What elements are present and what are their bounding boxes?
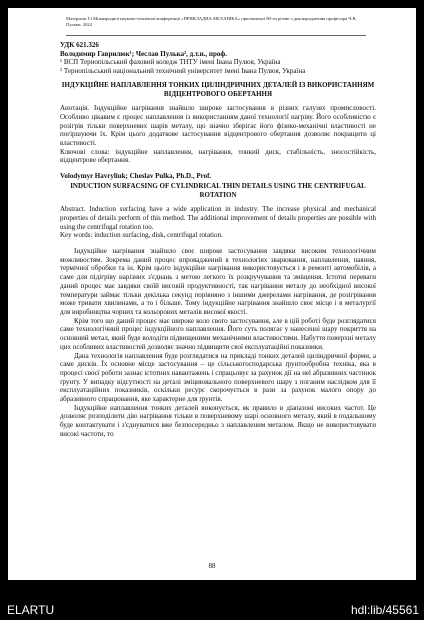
footer-repository-name: ELARTU [7,603,55,617]
udk-code: УДК 621.326 [60,41,99,49]
body-paragraph-3: Дана технологія наплавлення буде розглядатися на прикладі тонких деталей циліндричної форми, а саме дисків. Їх основне місце застосування – це сільськогосподарська ґрунтообробна техніка, яка в процесі своєї роботи зазнає істотних навантажень і спрацьовує за рахунок дії на неї абразивних частинок ґрунту. У випадку відсутності на деталі зміцнювального поверхневого шару з поганим наслідком для її експлуатаційних показників, оскільки ресурс скорочується в рази за рахунок малого опору до абразивного спрацювання, яке характерне для ґрунтів. [60,351,376,404]
affiliation-2: ² Тернопільський національний технічний університет імені Івана Пулюя, Україна [60,67,306,76]
abstract-ua: Анотація. Індукційне нагрівання знайшло широке застосування в різних галузях промисловості. Особливо цікавим є процес наплавлення із використанням даної технології нагріву. Його особливістю є розігрів тільки поверхневих шарів металу, що значно зберігає його фізико-механічні властивості не погіршуючи їх. Крім цього додаткове застосування відцентрового обертання дозволяє покращити ці властивості. [60,104,376,148]
authors-ua: Володимир Гаврилюк¹; Чеслав Пулька², д.т.н., проф. [60,49,227,58]
authors-en: Volodymyr Havryliuk; Cheslav Pulka, Ph.D., Prof. [60,172,212,181]
title-en: INDUCTION SURFACSING OF CYLINDRICAL THIN DETAILS USING THE CENTRIFUGAL ROTATION [70,181,366,199]
affiliation-1: ¹ ВСП Тернопільський фаховий коледж ТНТУ імені Івана Пулюя, Україна [60,58,281,67]
keywords-en: Key words: induction surfacing, disk, centrifugal rotation. [60,231,223,240]
footer-handle: hdl:lib/45561 [350,603,419,617]
page-number: 88 [208,562,216,570]
keywords-ua: Ключові слова: індукційне наплавлення, нагрівання, тонкий диск, стабільність, зносостійкість, відцентрове обертання. [60,147,376,165]
body-paragraph-1: Індукційне нагрівання знайшло своє широке застосування завдяки високим технологічним можливостям. Зокрема даний процес впроваджений в технологіях зварювання, наплавлення, паяння, термічної обробки та ін. Крім цього індукційне нагрівання використовується і в ремонті автомобілів, а саме для підігріву нарізних з'єднань з метою легкого їх розкручування та зміщення. Істотні переваги даний процес має завдяки своїй високій продуктивності, так нагрівання металу до необхідної високої температури займає тільки декілька секунд порівняно з іншими джерелами нагрівання, де розігрівання може тривати хвилинами, а то і більше. Тому індукційне нагрівання знайшло своє місце і в металургії для виробництва чорних та кольорових металів високої якості. [60,247,376,316]
abstract-en: Abstract. Induction surfacing have a wide application in industry. The increase physical and mechanical properties of details perform of this method. The additional improvement of details properties are possible with using the centrifugal rotation too. [60,205,376,231]
footer-bar [0,580,424,620]
document-page [8,8,416,580]
title-ua: ІНДУКЦІЙНЕ НАПЛАВЛЕННЯ ТОНКИХ ЦИЛІНДРИЧНИХ ДЕТАЛЕЙ ІЗ ВИКОРИСТАННЯМ ВІДЦЕНТРОВОГО ОБЕРТАННЯ [61,80,375,98]
body-paragraph-4: Індукційне наплавлення тонких деталей виконується, як правило в діапазоні високих частот. Це дозволяє розподілити дію нагрівання тільки в поверхневому шарі основного металу, який в подальшому буде контактувати і з'єднуватися вже безпосередньо з наплавленим металом. Якщо не використовувати високі частоти, то [60,403,376,438]
body-paragraph-2: Крім того що даний процес має широке коло свого застосування, але в цій роботі буде розглядатися саме технологічний процес індукційного наплавлення. Його суть полягає у нанесенні шару покриття на основний метал, який буде володіти підвищеними механічними властивостями. Набуття поверхні металу цих особливих властивостей дозволяє значно підвищити свої експлуатаційні показники. [60,316,376,351]
header-rule [66,35,366,36]
conference-header: Матеріали I-ї Міжнародної науково-технічної конференції «ПРИКЛАДНА МЕХАНІКА» присвяченої 80-ти річчю з дня народження професора Ч.В. Пульки, 2024 [66,16,357,27]
article-body [60,41,376,439]
